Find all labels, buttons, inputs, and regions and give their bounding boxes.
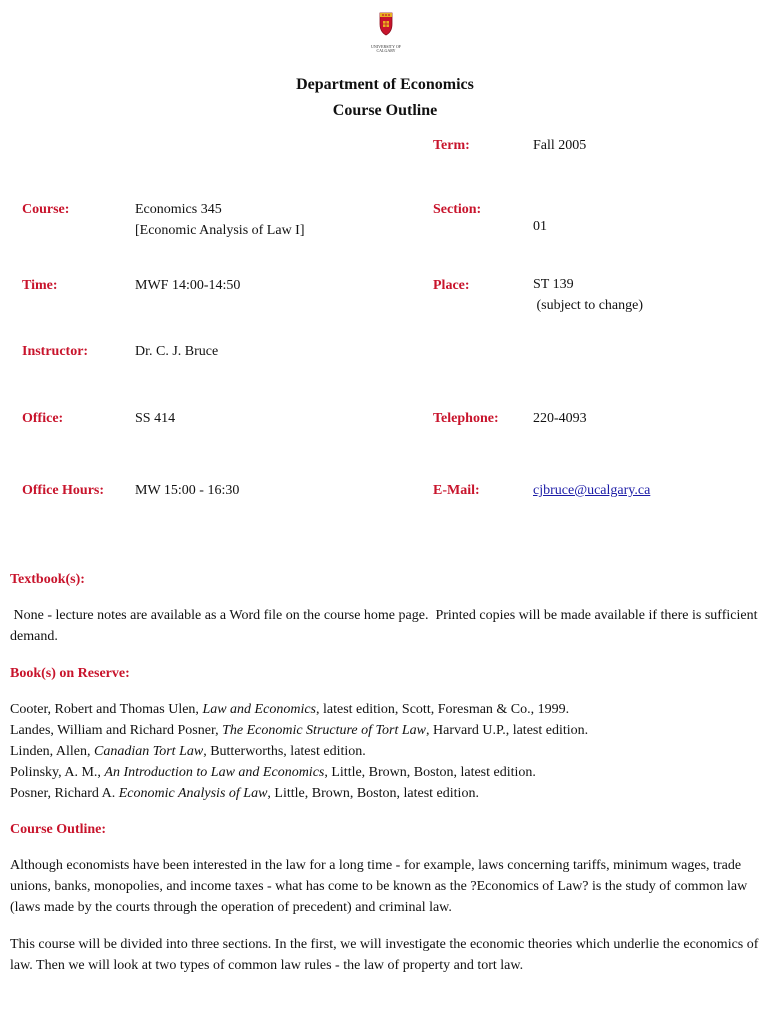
- course-number: Economics 345: [135, 202, 222, 217]
- reserve-heading: Book(s) on Reserve:: [10, 666, 130, 681]
- outline-paragraph-2: This course will be divided into three sections. In the first, we will investigate the economic theories which underlie the economics of law. Then we will look at two types of common law rules - the law of property and tort law.: [10, 937, 759, 973]
- reserve-item-author: Posner, Richard A.: [10, 786, 119, 801]
- reserve-item-author: Polinsky, A. M.,: [10, 765, 105, 780]
- crest-text-line2: CALGARY: [376, 48, 396, 53]
- office-value: SS 414: [135, 411, 176, 426]
- reserve-item-title: Economic Analysis of Law: [118, 786, 268, 801]
- term-label: Term:: [433, 138, 470, 153]
- reserve-item-title: Canadian Tort Law: [94, 744, 204, 759]
- page-title: [0, 72, 770, 124]
- office-label: Office:: [22, 411, 64, 426]
- course-title: [Economic Analysis of Law I]: [135, 223, 305, 238]
- reserve-item-details: , Little, Brown, Boston, latest edition.: [267, 786, 479, 801]
- university-crest-logo: [370, 12, 402, 53]
- email-link[interactable]: cjbruce@ucalgary.ca: [533, 483, 651, 498]
- reserve-item-title: An Introduction to Law and Economics: [104, 765, 325, 780]
- reserve-list: [10, 699, 762, 804]
- reserve-item: [10, 741, 762, 762]
- telephone-label: Telephone:: [433, 411, 499, 426]
- place-note: (subject to change): [533, 298, 644, 313]
- instructor-value: Dr. C. J. Bruce: [135, 344, 219, 359]
- reserve-item-title: Law and Economics: [202, 702, 316, 717]
- reserve-item-title: The Economic Structure of Tort Law: [222, 723, 426, 738]
- reserve-item: [10, 699, 762, 720]
- reserve-item-details: , latest edition, Scott, Foresman & Co., 1999.: [316, 702, 570, 717]
- crest-shield-icon: [370, 12, 402, 40]
- reserve-item-details: , Harvard U.P., latest edition.: [426, 723, 589, 738]
- outline-paragraph-1: Although economists have been interested in the law for a long time - for example, laws concerning tariffs, minimum wages, trade unions, banks, monopolies, and income taxes - what has come to be known as the ?Economics of Law? is the study of common law (laws made by the courts through the operation of precedent) and criminal law.: [10, 858, 748, 915]
- reserve-item: [10, 762, 762, 783]
- reserve-item-author: Landes, William and Richard Posner,: [10, 723, 223, 738]
- outline-heading: Course Outline:: [10, 822, 107, 837]
- reserve-item-author: Linden, Allen,: [10, 744, 94, 759]
- time-value: MWF 14:00-14:50: [135, 278, 241, 293]
- time-label: Time:: [22, 278, 58, 293]
- section-value: 01: [533, 219, 547, 234]
- section-label: Section:: [433, 202, 482, 217]
- textbooks-heading: Textbook(s):: [10, 572, 85, 587]
- reserve-item: [10, 783, 762, 804]
- place-label: Place:: [433, 278, 470, 293]
- office-hours-value: MW 15:00 - 16:30: [135, 483, 240, 498]
- office-hours-label: Office Hours:: [22, 483, 105, 498]
- crest-text-line1: UNIVERSITY OF: [371, 44, 401, 49]
- telephone-value: 220-4093: [533, 411, 587, 426]
- email-label: E-Mail:: [433, 483, 480, 498]
- textbooks-text: None - lecture notes are available as a Word file on the course home page. Printed copies will be made available if there is sufficient demand.: [10, 608, 761, 644]
- instructor-label: Instructor:: [22, 344, 89, 359]
- department-title: Department of Economics: [296, 76, 474, 93]
- reserve-item: [10, 720, 762, 741]
- place-room: ST 139: [533, 277, 574, 292]
- reserve-item-author: Cooter, Robert and Thomas Ulen,: [10, 702, 203, 717]
- reserve-item-details: , Little, Brown, Boston, latest edition.: [324, 765, 536, 780]
- document-title: Course Outline: [332, 102, 438, 119]
- term-value: Fall 2005: [533, 138, 587, 153]
- reserve-item-details: , Butterworths, latest edition.: [203, 744, 366, 759]
- course-label: Course:: [22, 202, 70, 217]
